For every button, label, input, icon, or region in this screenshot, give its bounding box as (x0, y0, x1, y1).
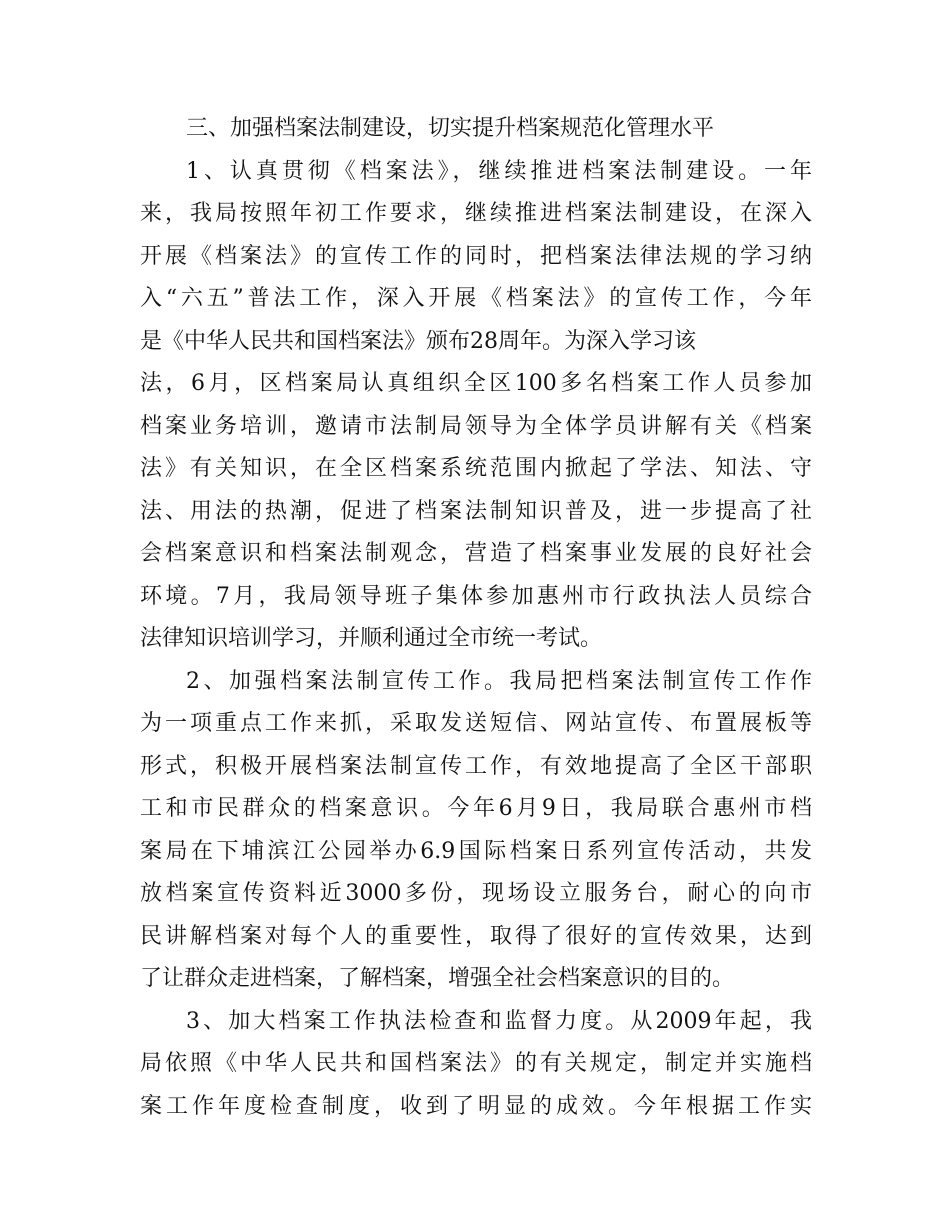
paragraph-2-line: 案局在下埔滨江公园举办6.9国际档案日系列宣传活动，共发 (140, 838, 812, 864)
paragraph-3-line: 3、加大档案工作执法检查和监督力度。从2009年起，我 (186, 1008, 812, 1034)
paragraph-3-line: 案工作年度检查制度，收到了明显的成效。今年根据工作实 (140, 1093, 812, 1119)
paragraph-1-line: 入“六五”普法工作，深入开展《档案法》的宣传工作，今年 (140, 286, 812, 311)
document-body (140, 108, 812, 1128)
paragraph-2-line: 民讲解档案对每个人的重要性，取得了很好的宣传效果，达到 (140, 923, 812, 949)
paragraph-1-line: 是《中华人民共和国档案法》颁布28周年。为深入学习该 (140, 328, 696, 354)
paragraph-1-line: 法、用法的热潮，促进了档案法制知识普及，进一步提高了社 (140, 498, 812, 524)
paragraph-3-line: 局依照《中华人民共和国档案法》的有关规定，制定并实施档 (140, 1051, 812, 1076)
paragraph-1-line: 会档案意识和档案法制观念，营造了档案事业发展的良好社会 (140, 541, 812, 566)
paragraph-2-line: 了让群众走进档案，了解档案，增强全社会档案意识的目的。 (140, 966, 735, 991)
paragraph-1-line: 法律知识培训学习，并顺利通过全市统一考试。 (140, 626, 603, 651)
paragraph-1-line: 1、认真贯彻《档案法》，继续推进档案法制建设。一年 (186, 158, 812, 184)
paragraph-2-line: 2、加强档案法制宣传工作。我局把档案法制宣传工作作 (186, 668, 812, 694)
section-heading: 三、加强档案法制建设，切实提升档案规范化管理水平 (186, 116, 715, 141)
paragraph-2-line: 放档案宣传资料近3000多份，现场设立服务台，耐心的向市 (140, 881, 812, 906)
paragraph-2-line: 工和市民群众的档案意识。今年6月9日，我局联合惠州市档 (140, 796, 812, 821)
paragraph-1-line: 档案业务培训，邀请市法制局领导为全体学员讲解有关《档案 (140, 413, 812, 439)
paragraph-1-line: 法》有关知识，在全区档案系统范围内掀起了学法、知法、守 (140, 456, 812, 481)
paragraph-2-line: 形式，积极开展档案法制宣传工作，有效地提高了全区干部职 (140, 753, 812, 779)
paragraph-2-line: 为一项重点工作来抓，采取发送短信、网站宣传、布置展板等 (140, 711, 812, 736)
paragraph-1-line: 开展《档案法》的宣传工作的同时，把档案法律法规的学习纳 (140, 243, 812, 269)
paragraph-1-line: 来，我局按照年初工作要求，继续推进档案法制建设，在深入 (140, 201, 812, 226)
paragraph-1-line: 环境。7月，我局领导班子集体参加惠州市行政执法人员综合 (140, 583, 812, 609)
paragraph-1-line: 法，6月，区档案局认真组织全区100多名档案工作人员参加 (140, 371, 812, 396)
